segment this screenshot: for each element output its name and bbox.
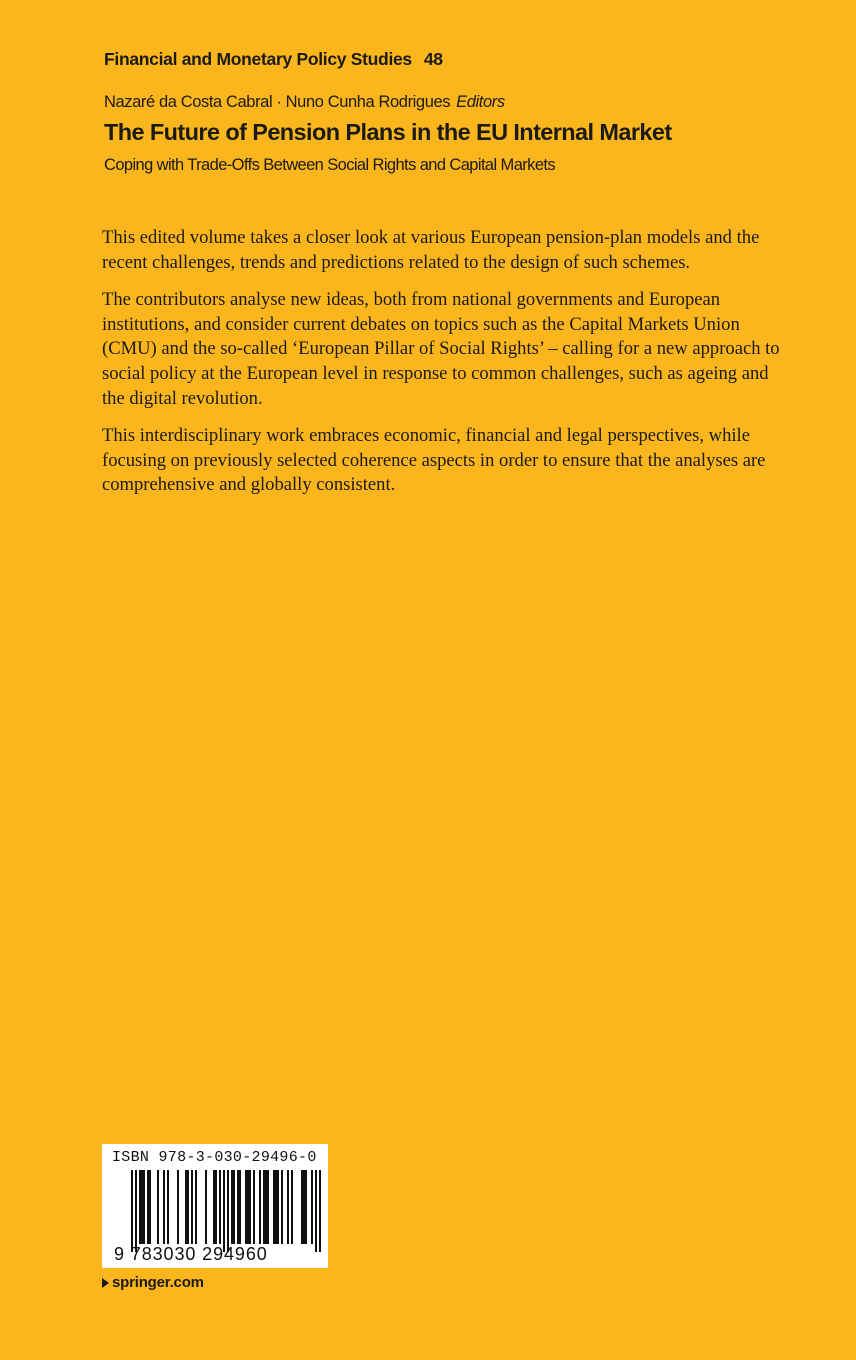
barcode-bar xyxy=(263,1170,265,1244)
book-title: The Future of Pension Plans in the EU Internal Market xyxy=(104,119,672,145)
barcode-bar xyxy=(215,1170,217,1244)
barcode-bar xyxy=(281,1170,283,1244)
barcode-bar xyxy=(205,1170,207,1244)
barcode-bar xyxy=(191,1170,193,1244)
barcode-bar xyxy=(219,1170,221,1244)
editors-line xyxy=(104,93,505,112)
barcode-bar xyxy=(213,1170,215,1244)
series-line xyxy=(104,49,443,70)
barcode-bar xyxy=(303,1170,305,1244)
barcode-bar xyxy=(245,1170,247,1244)
barcode-bar xyxy=(277,1170,279,1244)
isbn-barcode xyxy=(102,1144,328,1268)
series-number: 48 xyxy=(423,49,443,69)
publisher-link[interactable] xyxy=(102,1274,204,1291)
barcode-bar xyxy=(231,1170,233,1244)
barcode-bar xyxy=(177,1170,179,1244)
barcode-bar xyxy=(315,1170,317,1252)
barcode-bar xyxy=(291,1170,293,1244)
isbn-label: ISBN 978-3-030-29496-0 xyxy=(112,1149,317,1166)
barcode-bar xyxy=(259,1170,261,1244)
barcode-bar xyxy=(319,1170,321,1252)
barcode-bar xyxy=(301,1170,303,1244)
barcode-bar xyxy=(187,1170,189,1244)
barcode-bar xyxy=(167,1170,169,1244)
barcode-bar xyxy=(273,1170,275,1244)
barcode-bar xyxy=(233,1170,235,1244)
barcode-bar xyxy=(287,1170,289,1244)
barcode-digits: 9 783030 294960 xyxy=(114,1244,268,1264)
barcode-bar xyxy=(141,1170,143,1244)
barcode-bar xyxy=(267,1170,269,1244)
book-description xyxy=(102,226,786,511)
barcode-bar xyxy=(149,1170,151,1244)
blurb-paragraph-1: This edited volume takes a closer look at various European pension-plan models and the recent challenges, trends and predictions related to the design of such schemes. xyxy=(102,227,760,273)
barcode-bar xyxy=(131,1170,133,1252)
blurb-paragraph-3: This interdisciplinary work embraces economic, financial and legal perspectives, while focusing on previously selected coherence aspects in order to ensure that the analyses are comprehensive and globally consistent. xyxy=(102,425,766,496)
barcode-bar xyxy=(305,1170,307,1244)
barcode-bar xyxy=(265,1170,267,1244)
barcode-bar xyxy=(135,1170,137,1252)
barcode-bar xyxy=(157,1170,159,1244)
barcode-bar xyxy=(163,1170,165,1244)
book-subtitle: Coping with Trade-Offs Between Social Rights and Capital Markets xyxy=(104,156,556,174)
editors-role: Editors xyxy=(456,93,505,111)
barcode-bar xyxy=(143,1170,145,1244)
barcode-bar xyxy=(237,1170,239,1244)
barcode-bar xyxy=(223,1170,225,1252)
triangle-right-icon xyxy=(102,1278,109,1288)
barcode-bar xyxy=(239,1170,241,1244)
series-name: Financial and Monetary Policy Studies xyxy=(104,49,412,69)
barcode-bar xyxy=(185,1170,187,1244)
publisher-url: springer.com xyxy=(112,1274,204,1291)
barcode-bar xyxy=(247,1170,249,1244)
barcode-bar xyxy=(139,1170,141,1244)
barcode-bar xyxy=(227,1170,229,1252)
barcode-bar xyxy=(147,1170,149,1244)
barcode-bar xyxy=(253,1170,255,1244)
barcode-bar xyxy=(275,1170,277,1244)
barcode-bar xyxy=(195,1170,197,1244)
barcode-bar xyxy=(311,1170,313,1244)
barcode-bar xyxy=(249,1170,251,1244)
blurb-paragraph-2: The contributors analyse new ideas, both from national governments and European institutions, and consider current debates on topics such as the Capital Markets Union (CMU) and the so-called ‘European Pillar of Social Rights’ – calling for a new approach to social policy at the European level in response to common challenges, such as ageing and the digital revolution. xyxy=(102,289,780,409)
editor-names: Nazaré da Costa Cabral · Nuno Cunha Rodrigues xyxy=(104,93,451,111)
